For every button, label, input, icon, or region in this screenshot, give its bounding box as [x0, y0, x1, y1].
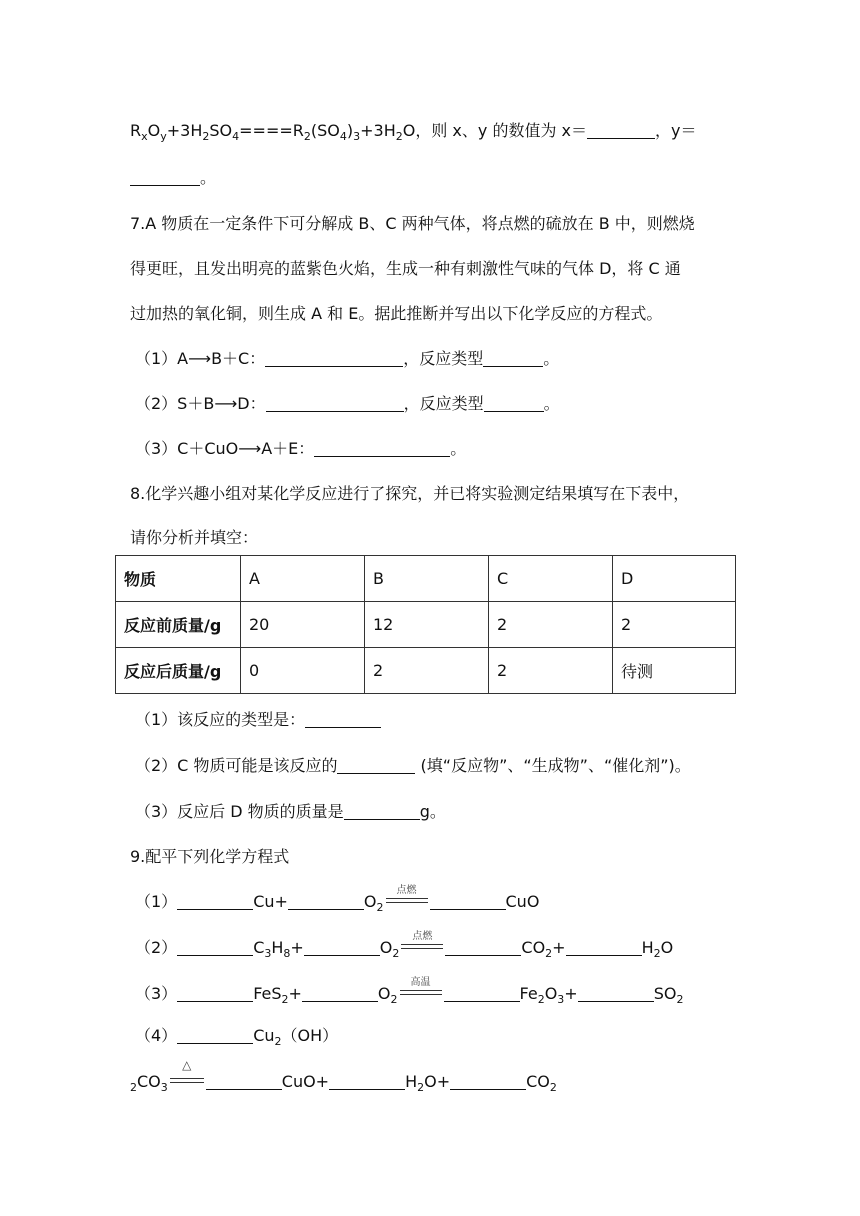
coefficient-blank[interactable]	[450, 1073, 526, 1090]
q6-eq-text: +3H	[360, 121, 396, 140]
table-cell: 20	[241, 602, 365, 648]
q6-eq-text: SO	[209, 121, 233, 140]
q7-paragraph-line: 7.A 物质在一定条件下可分解成 B、C 两种气体，将点燃的硫放在 B 中，则燃烧	[130, 214, 695, 233]
reaction-condition-arrow	[399, 931, 445, 955]
q9-eq-text: C	[253, 938, 265, 957]
q9-eq-text: O	[377, 984, 391, 1003]
coefficient-blank[interactable]	[206, 1073, 282, 1090]
q9-eq-text: CO	[137, 1072, 161, 1091]
q7-s2-type-text: ，反应类型	[403, 394, 484, 413]
q9-eq-text: SO	[653, 984, 677, 1003]
q8-s3-unit-text: g。	[419, 802, 446, 821]
q9-sub: 2	[549, 1081, 557, 1094]
q9-sub: 3	[264, 947, 272, 960]
mass-table	[115, 555, 736, 694]
coefficient-blank[interactable]	[304, 939, 380, 956]
table-header-cell: B	[365, 556, 489, 602]
q6-eq-text: )	[346, 121, 354, 140]
answer-blank-x[interactable]	[587, 122, 655, 139]
table-header-cell: D	[613, 556, 736, 602]
table-row	[116, 648, 736, 694]
q8-subquestion-3	[135, 799, 446, 822]
q6-period: 。	[200, 168, 217, 187]
reaction-condition-arrow	[398, 977, 444, 1001]
coefficient-blank[interactable]	[445, 939, 521, 956]
q9-sub: 8	[283, 947, 291, 960]
table-header-row	[116, 556, 736, 602]
answer-blank[interactable]	[265, 350, 403, 367]
q7-s2-text: （2）S＋B⟶D：	[135, 394, 266, 413]
q6-eq-text: +3H	[166, 121, 203, 140]
table-header-cell: C	[489, 556, 613, 602]
q6-sub: y	[160, 130, 167, 143]
q9-eq-text: H	[641, 938, 654, 957]
q9-sub: 2	[281, 993, 289, 1006]
table-header-cell: 物质	[116, 556, 241, 602]
q7-subquestion-1	[135, 346, 559, 369]
q9-equation-4	[135, 1023, 338, 1046]
coefficient-blank[interactable]	[177, 939, 253, 956]
coefficient-blank[interactable]	[302, 985, 378, 1002]
q9-eq-text: FeS	[253, 984, 282, 1003]
q8-s3-text: （3）反应后 D 物质的质量是	[135, 802, 344, 821]
q9-sub: 2	[676, 993, 684, 1006]
q9-eq-text: Cu	[253, 1026, 275, 1045]
answer-blank[interactable]	[484, 395, 544, 412]
q7-period: 。	[543, 394, 560, 413]
q9-sub: 2	[417, 1081, 425, 1094]
answer-blank[interactable]	[305, 711, 381, 728]
q9-equation-4-continuation	[130, 1058, 557, 1094]
q9-eq-text: O	[379, 938, 393, 957]
heat-triangle-icon: △	[182, 1058, 192, 1072]
q8-s1-text: （1）该反应的类型是：	[135, 710, 306, 729]
answer-blank[interactable]	[314, 440, 450, 457]
q7-s1-text: （1）A⟶B＋C：	[135, 349, 266, 368]
q7-paragraph-line: 得更旺，且发出明亮的蓝紫色火焰，生成一种有刺激性气味的气体 D，将 C 通	[130, 259, 681, 278]
answer-blank[interactable]	[337, 757, 415, 774]
q9-sub: 2	[130, 1081, 137, 1094]
q9-eq-text: CuO	[505, 892, 540, 911]
q8-subquestion-2	[135, 753, 691, 776]
q6-sub: 2	[395, 130, 403, 143]
table-cell: 12	[365, 602, 489, 648]
q9-eq-text: +	[552, 938, 566, 957]
q9-eq-text: CO	[521, 938, 546, 957]
q9-sub: 2	[392, 947, 400, 960]
condition-high-temp-label: 高温	[410, 977, 431, 988]
q9-eq-text: CuO+	[281, 1072, 330, 1091]
condition-ignite-label: 点燃	[396, 885, 417, 896]
q6-sub: 3	[353, 130, 361, 143]
q6-sub: x	[141, 130, 148, 143]
q6-sub: 4	[232, 130, 240, 143]
table-row-label: 反应后质量/g	[116, 648, 241, 694]
q7-period: 。	[543, 349, 560, 368]
q6-equation-line	[130, 118, 697, 141]
coefficient-blank[interactable]	[566, 939, 642, 956]
reaction-condition-arrow	[168, 1058, 206, 1089]
q7-s1-type-text: ，反应类型	[403, 349, 484, 368]
q8-s2-text: （2）C 物质可能是该反应的	[135, 756, 338, 775]
q6-eq-text: O	[147, 121, 161, 140]
table-cell: 待测	[613, 648, 736, 694]
q7-period: 。	[450, 439, 467, 458]
condition-ignite-label: 点燃	[412, 931, 433, 942]
coefficient-blank[interactable]	[288, 893, 364, 910]
q9-title: 9.配平下列化学方程式	[130, 847, 290, 866]
reaction-condition-arrow	[384, 885, 430, 909]
q8-subquestion-1	[135, 707, 381, 730]
answer-blank[interactable]	[344, 803, 420, 820]
q9-sub: 3	[557, 993, 565, 1006]
coefficient-blank[interactable]	[177, 1027, 253, 1044]
answer-blank-y[interactable]	[130, 169, 200, 186]
table-row	[116, 602, 736, 648]
table-cell: 2	[489, 602, 613, 648]
q9-eq-text: H	[405, 1072, 418, 1091]
q9-eq-text: （OH）	[281, 1026, 339, 1045]
q6-sub: 2	[202, 130, 210, 143]
q6-eq-text: (SO	[310, 121, 340, 140]
q6-eq-text: R	[130, 121, 142, 140]
coefficient-blank[interactable]	[578, 985, 654, 1002]
table-cell: 0	[241, 648, 365, 694]
table-cell: 2	[613, 602, 736, 648]
q9-eq-text: +	[290, 938, 304, 957]
table-cell: 2	[489, 648, 613, 694]
q6-eq-text: O，则 x、y 的数值为 x＝	[402, 121, 588, 140]
coefficient-blank[interactable]	[430, 893, 506, 910]
table-header-cell: A	[241, 556, 365, 602]
q9-equation-2	[135, 931, 674, 960]
q9-sub: 2	[274, 1035, 282, 1048]
q6-eq-text: ，y＝	[655, 121, 697, 140]
q9-sub: 3	[160, 1081, 168, 1094]
q9-equation-3	[135, 977, 684, 1006]
coefficient-blank[interactable]	[177, 893, 253, 910]
q9-eq-text: O	[544, 984, 558, 1003]
q9-eq-text: Fe	[519, 984, 538, 1003]
q9-label: （3）	[135, 984, 178, 1003]
q9-sub: 2	[390, 993, 398, 1006]
q9-label: （4）	[135, 1026, 178, 1045]
q8-paragraph-line: 8.化学兴趣小组对某化学反应进行了探究，并已将实验测定结果填写在下表中，	[130, 484, 690, 503]
q9-equation-1	[135, 885, 540, 914]
q9-eq-text: +	[288, 984, 302, 1003]
q9-eq-text: +	[564, 984, 578, 1003]
q9-label: （1）	[135, 892, 178, 911]
coefficient-blank[interactable]	[329, 1073, 405, 1090]
q6-sub: 4	[339, 130, 347, 143]
q7-subquestion-3	[135, 436, 466, 459]
q9-eq-text: O+	[424, 1072, 451, 1091]
answer-blank[interactable]	[483, 350, 543, 367]
answer-blank[interactable]	[266, 395, 404, 412]
q7-paragraph-line: 过加热的氧化铜，则生成 A 和 E。据此推断并写出以下化学反应的方程式。	[130, 304, 663, 323]
q6-continuation	[130, 165, 216, 188]
q6-sub: 2	[303, 130, 311, 143]
q9-label: （2）	[135, 938, 178, 957]
q9-sub: 2	[545, 947, 553, 960]
q9-eq-text: O	[660, 938, 674, 957]
q9-eq-text: Cu+	[253, 892, 288, 911]
q9-sub: 2	[537, 993, 545, 1006]
q7-s3-text: （3）C＋CuO⟶A＋E：	[135, 439, 315, 458]
q8-paragraph-line: 请你分析并填空：	[130, 528, 259, 547]
q9-eq-text: H	[271, 938, 284, 957]
q8-s2-options-text: (填“反应物”、“生成物”、“催化剂”)。	[415, 756, 691, 775]
q9-eq-text: O	[363, 892, 377, 911]
q9-sub: 2	[376, 901, 384, 914]
table-cell: 2	[365, 648, 489, 694]
coefficient-blank[interactable]	[444, 985, 520, 1002]
table-row-label: 反应前质量/g	[116, 602, 241, 648]
q7-subquestion-2	[135, 391, 560, 414]
coefficient-blank[interactable]	[177, 985, 253, 1002]
q9-sub: 2	[653, 947, 661, 960]
q6-eq-text: ====R	[239, 121, 304, 140]
q9-eq-text: CO	[526, 1072, 550, 1091]
